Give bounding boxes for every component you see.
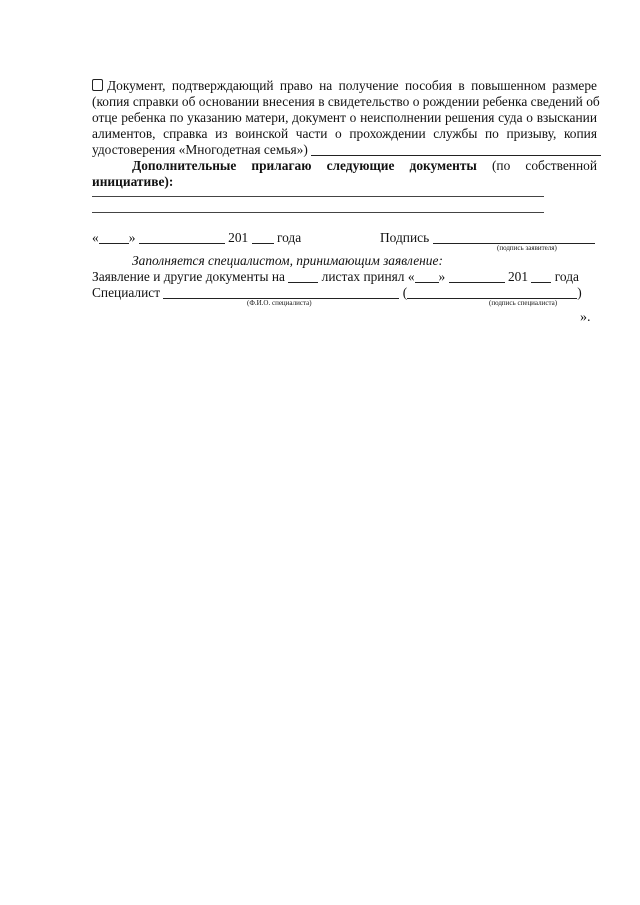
year-word: года — [276, 230, 302, 245]
date-line — [92, 230, 332, 246]
accepted-close-quote: » — [438, 269, 446, 284]
paragraph1-fill-line[interactable] — [311, 143, 601, 156]
accepted-prefix: Заявление и другие документы на — [92, 269, 285, 284]
accepted-year-prefix: 201 — [507, 269, 529, 284]
specialist-name-fill[interactable] — [163, 286, 399, 299]
signature-label: Подпись — [380, 230, 430, 245]
paragraph1-line3: отце ребенка по указанию матери, документ о неисполнении решения суда о взыскании — [92, 110, 597, 125]
paragraph1-line1-text: Документ, подтверждающий право на получение пособия в повышенном размере — [107, 78, 597, 93]
accepted-line — [92, 269, 597, 285]
pages-count-fill[interactable] — [288, 270, 318, 283]
date-close-quote: » — [128, 230, 136, 245]
year-fill[interactable] — [252, 231, 274, 244]
month-fill[interactable] — [139, 231, 225, 244]
specialist-heading: Заполняется специалистом, принимающим заявление: — [132, 253, 443, 268]
date-open-quote: « — [92, 230, 99, 245]
paragraph1-line5 — [92, 142, 597, 158]
additional-rest-text: (по собственной — [491, 158, 597, 173]
signature-line — [380, 230, 600, 246]
accepted-year-fill[interactable] — [531, 270, 551, 283]
signature-fill[interactable] — [433, 231, 595, 244]
paragraph1-line5-text: удостоверения «Многодетная семья») — [92, 142, 308, 157]
additional-fill-line-1[interactable] — [92, 196, 544, 197]
accepted-year-word: года — [554, 269, 579, 284]
day-fill[interactable] — [99, 231, 129, 244]
additional-line2: инициативе): — [92, 174, 174, 189]
paragraph1-line1 — [92, 78, 597, 94]
specialist-open-paren: ( — [402, 285, 408, 300]
closing-quote-mark: ». — [580, 310, 591, 325]
document-checkbox[interactable] — [92, 79, 103, 91]
specialist-close-paren: ) — [577, 285, 582, 300]
specialist-label: Специалист — [92, 285, 161, 300]
accepted-month-fill[interactable] — [449, 270, 505, 283]
specialist-sign-fill[interactable] — [407, 286, 577, 299]
specialist-name-caption: (Ф.И.О. специалиста) — [247, 299, 312, 307]
paragraph1-line4: алиментов, справка из воинской части о прохождении службы по призыву, копия — [92, 126, 597, 141]
paragraph1-line2: (копия справки об основании внесения в свидетельство о рождении ребенка сведений об — [92, 94, 600, 109]
additional-bold-text: Дополнительные прилагаю следующие документы — [132, 158, 477, 173]
accepted-day-fill[interactable] — [415, 270, 439, 283]
specialist-sign-caption: (подпись специалиста) — [489, 299, 558, 307]
accepted-mid: листах принял « — [321, 269, 415, 284]
additional-line1 — [92, 158, 597, 174]
additional-fill-line-2[interactable] — [92, 212, 544, 213]
signature-caption: (подпись заявителя) — [497, 244, 557, 252]
year-prefix: 201 — [228, 230, 249, 245]
